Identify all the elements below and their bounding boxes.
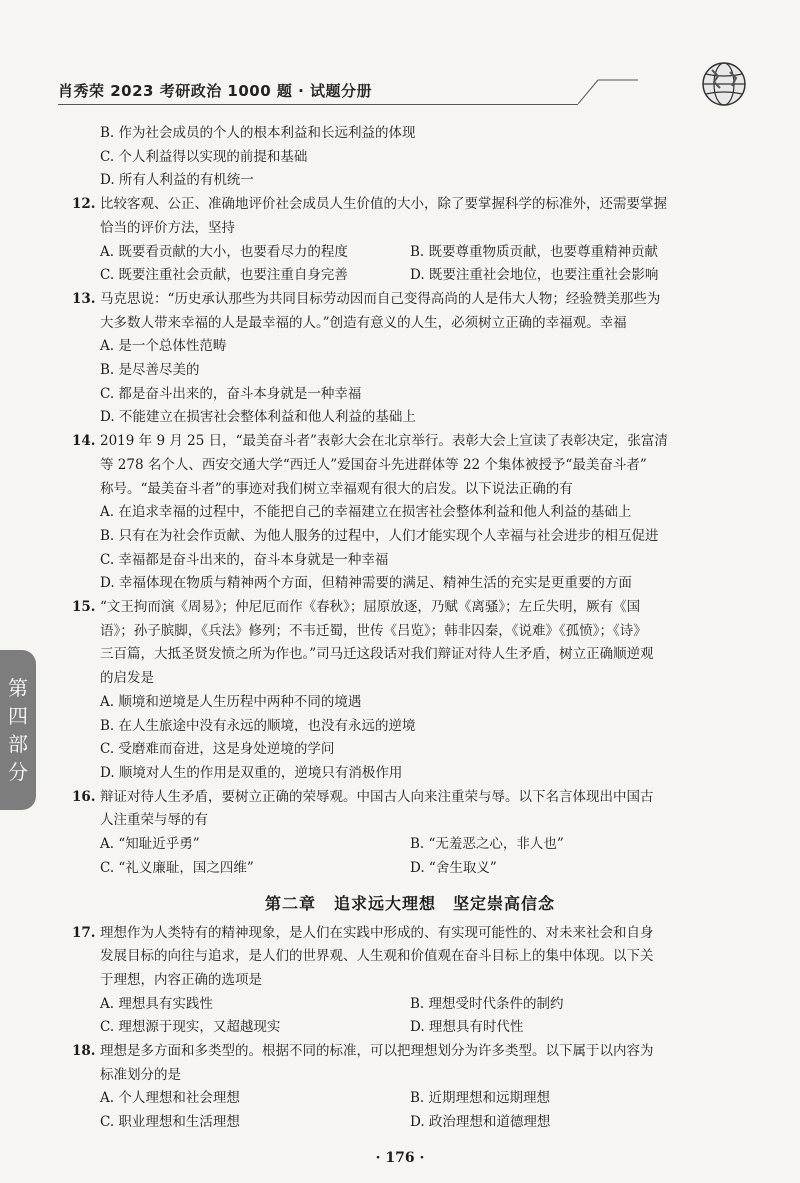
- q18-number: 18.: [72, 1043, 96, 1060]
- q17-option-b: B. 理想受时代条件的制约: [410, 995, 564, 1012]
- q17-options-row1: [72, 993, 748, 1017]
- q14-number: 14.: [72, 433, 96, 450]
- q14-option-a: A. 在追求幸福的过程中，不能把自己的幸福建立在损害社会整体利益和他人利益的基础上: [100, 504, 632, 521]
- chapter-title: 追求远大理想 坚定崇高信念: [334, 893, 556, 913]
- header-rule: [58, 104, 578, 105]
- q13-option-b: B. 是尽善尽美的: [100, 362, 200, 379]
- section-tab-char: 分: [8, 760, 28, 784]
- section-tab: [0, 650, 36, 810]
- chapter-heading: [72, 891, 748, 914]
- q13-stem-line2: 大多数人带来幸福的人是最幸福的人。”创造有意义的人生，必须树立正确的幸福观。幸福: [100, 314, 627, 331]
- q14-option-d: D. 幸福体现在物质与精神两个方面，但精神需要的满足、精神生活的充实是更重要的方面: [100, 575, 632, 592]
- q17-number: 17.: [72, 924, 96, 941]
- q17-options-row2: [72, 1016, 748, 1040]
- q11-option-c: C. 个人利益得以实现的前提和基础: [100, 148, 308, 165]
- q17-stem-line3: 于理想，内容正确的选项是: [100, 971, 262, 988]
- q12-number: 12.: [72, 196, 96, 213]
- q15-stem-line3: 三百篇，大抵圣贤发愤之所为作也。”司马迁这段话对我们辩证对待人生矛盾，树立正确顺逆观: [100, 646, 654, 663]
- q12-stem-line1: [72, 193, 748, 217]
- q16-option-a: A. “知耻近乎勇”: [100, 836, 200, 853]
- q16-options-row1: [72, 833, 748, 857]
- q15-option-d: D. 顺境对人生的作用是双重的，逆境只有消极作用: [100, 764, 403, 781]
- q18-option-c: C. 职业理想和生活理想: [100, 1114, 240, 1131]
- q16-option-d: D. “舍生取义”: [410, 859, 497, 876]
- q12-option-c: C. 既要注重社会贡献，也要注重自身完善: [100, 267, 348, 284]
- q17-stem-line1: [72, 922, 748, 946]
- q14-stem-line2: 等 278 名个人、西安交通大学“西迁人”爱国奋斗先进群体等 22 个集体被授予“最美奋斗者”: [100, 456, 647, 473]
- header-slant-line: [578, 78, 638, 104]
- q11-option-b: B. 作为社会成员的个人的根本利益和长远利益的体现: [100, 125, 416, 141]
- q12-text: 比较客观、公正、准确地评价社会成员人生价值的大小，除了要掌握科学的标准外，还需要掌握: [100, 196, 667, 213]
- q15-stem-line1: [72, 596, 748, 620]
- q13-stem-line1: [72, 288, 748, 312]
- q17-option-a: A. 理想具有实践性: [100, 995, 213, 1012]
- q12-option-a: A. 既要看贡献的大小，也要看尽力的程度: [100, 243, 348, 260]
- q16-stem-line2: 人注重荣与辱的有: [100, 812, 208, 829]
- q16-number: 16.: [72, 788, 96, 805]
- q15-number: 15.: [72, 599, 96, 616]
- q15-text: “文王拘而演《周易》；仲尼厄而作《春秋》；屈原放逐，乃赋《离骚》；左丘失明，厥有《国: [100, 599, 641, 616]
- q15-stem-line2: 语》；孙子膑脚，《兵法》修列；不韦迁蜀，世传《吕览》；韩非囚秦，《说难》《孤愤》；《诗》: [100, 622, 647, 639]
- q16-stem-line1: [72, 786, 748, 810]
- q14-option-c: C. 幸福都是奋斗出来的，奋斗本身就是一种幸福: [100, 551, 389, 568]
- q13-text: 马克思说：“历史承认那些为共同目标劳动因而自己变得高尚的人是伟大人物；经验赞美那些为: [100, 290, 661, 307]
- q12-option-b: B. 既要尊重物质贡献，也要尊重精神贡献: [410, 243, 659, 260]
- q12-options-row2: [72, 264, 748, 288]
- q13-number: 13.: [72, 290, 96, 307]
- q17-stem-line2: 发展目标的向往与追求，是人们的世界观、人生观和价值观在奋斗目标上的集中体现。以下关: [100, 948, 654, 965]
- globe-icon: [700, 60, 748, 108]
- q15-option-c: C. 受磨难而奋进，这是身处逆境的学问: [100, 741, 335, 758]
- book-title: 肖秀荣 2023 考研政治 1000 题 · 试题分册: [58, 82, 373, 100]
- page-number: · 176 ·: [375, 1150, 425, 1166]
- q16-option-b: B. “无羞恶之心，非人也”: [410, 836, 564, 853]
- q13-option-d: D. 不能建立在损害社会整体利益和他人利益的基础上: [100, 409, 416, 426]
- q17-text: 理想作为人类特有的精神现象，是人们在实践中形成的、有实现可能性的、对未来社会和自身: [100, 924, 654, 941]
- chapter-number: 第二章: [264, 893, 316, 913]
- q18-stem-line2: 标准划分的是: [100, 1066, 181, 1083]
- q16-text: 辩证对待人生矛盾，要树立正确的荣辱观。中国古人向来注重荣与辱。以下名言体现出中国古: [100, 788, 654, 805]
- q13-option-c: C. 都是奋斗出来的，奋斗本身就是一种幸福: [100, 385, 362, 402]
- q16-options-row2: [72, 857, 748, 881]
- q12-option-d: D. 既要注重社会地位，也要注重社会影响: [410, 267, 659, 284]
- q18-options-row1: [72, 1087, 748, 1111]
- section-tab-char: 部: [8, 732, 28, 756]
- section-tab-char: 四: [8, 704, 28, 728]
- q14-stem-line3: 称号。“最美奋斗者”的事迹对我们树立幸福观有很大的启发。以下说法正确的有: [100, 480, 573, 497]
- q15-option-a: A. 顺境和逆境是人生历程中两种不同的境遇: [100, 693, 362, 710]
- q14-stem-line1: [72, 430, 748, 454]
- q12-options-row1: [72, 241, 748, 265]
- page-content: [72, 122, 748, 1135]
- q18-option-a: A. 个人理想和社会理想: [100, 1090, 240, 1107]
- q18-options-row2: [72, 1111, 748, 1135]
- q18-text: 理想是多方面和多类型的。根据不同的标准，可以把理想划分为许多类型。以下属于以内容为: [100, 1043, 654, 1060]
- section-tab-char: 第: [8, 676, 28, 700]
- q14-text: 2019 年 9 月 25 日，“最美奋斗者”表彰大会在北京举行。表彰大会上宣读了表彰决定，张富清: [100, 433, 668, 450]
- q15-stem-line4: 的启发是: [100, 670, 154, 687]
- q16-option-c: C. “礼义廉耻，国之四维”: [100, 859, 254, 876]
- q18-stem-line1: [72, 1040, 748, 1064]
- q11-option-d: D. 所有人利益的有机统一: [100, 172, 254, 189]
- q18-option-d: D. 政治理想和道德理想: [410, 1114, 551, 1131]
- q17-option-d: D. 理想具有时代性: [410, 1019, 524, 1036]
- q18-option-b: B. 近期理想和远期理想: [410, 1090, 551, 1107]
- q12-stem-line2: 恰当的评价方法，坚持: [100, 219, 235, 236]
- q15-option-b: B. 在人生旅途中没有永远的顺境，也没有永远的逆境: [100, 717, 416, 734]
- q17-option-c: C. 理想源于现实，又超越现实: [100, 1019, 281, 1036]
- page-header: [40, 60, 760, 110]
- q13-option-a: A. 是一个总体性范畴: [100, 338, 227, 355]
- q14-option-b: B. 只有在为社会作贡献、为他人服务的过程中，人们才能实现个人幸福与社会进步的相互促进: [100, 527, 659, 544]
